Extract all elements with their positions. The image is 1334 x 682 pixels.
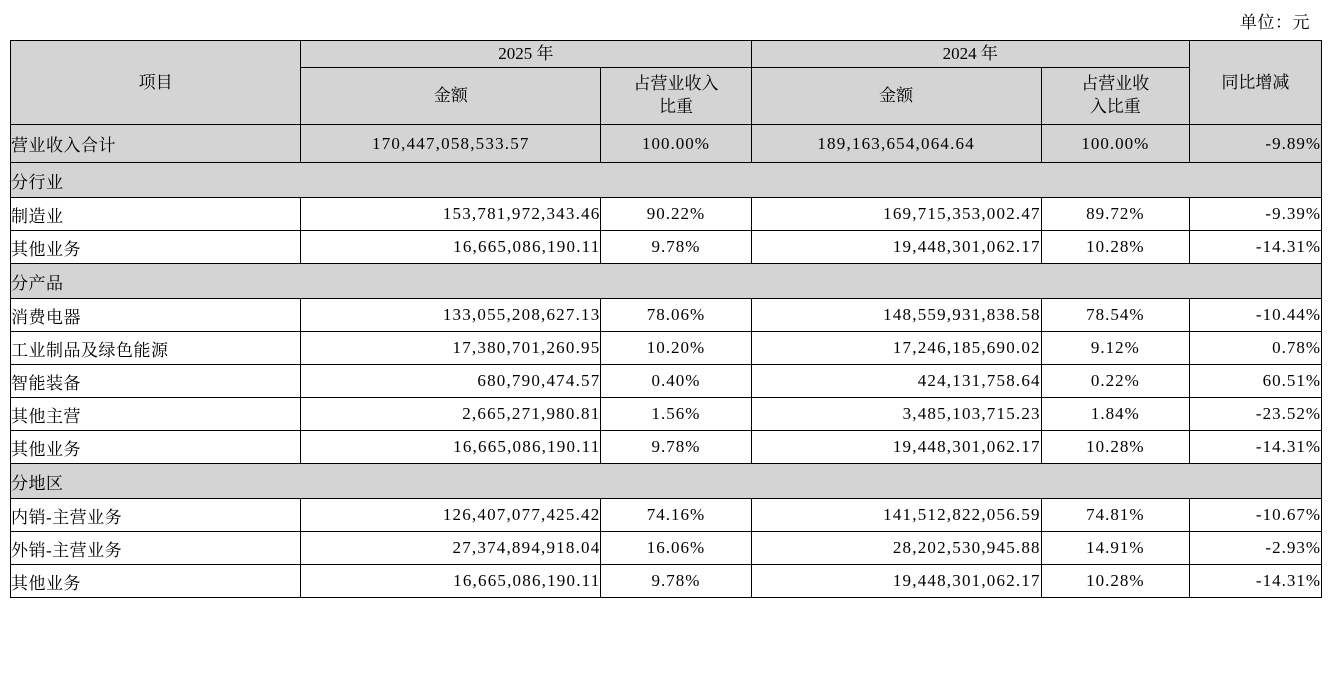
row-item-label: 工业制品及绿色能源 <box>11 332 301 365</box>
row-yoy: -23.52% <box>1189 398 1321 431</box>
row-yoy: -9.39% <box>1189 198 1321 231</box>
row-yoy: -10.67% <box>1189 499 1321 532</box>
row-amount-2025: 17,380,701,260.95 <box>301 332 601 365</box>
row-item-label: 其他业务 <box>11 565 301 598</box>
row-amount-2025: 2,665,271,980.81 <box>301 398 601 431</box>
row-amount-2025: 16,665,086,190.11 <box>301 231 601 264</box>
row-item-label: 营业收入合计 <box>11 125 301 163</box>
header-ratio-2025-line1: 占营业收入 <box>633 74 719 94</box>
table-row <box>11 565 1322 598</box>
row-item-label: 消费电器 <box>11 299 301 332</box>
row-ratio-2024: 10.28% <box>1041 565 1189 598</box>
row-item-label: 其他主营 <box>11 398 301 431</box>
row-ratio-2025: 0.40% <box>601 365 751 398</box>
row-amount-2025: 16,665,086,190.11 <box>301 565 601 598</box>
row-item-label: 其他业务 <box>11 431 301 464</box>
row-ratio-2024: 1.84% <box>1041 398 1189 431</box>
row-amount-2025: 133,055,208,627.13 <box>301 299 601 332</box>
row-ratio-2025: 90.22% <box>601 198 751 231</box>
table-body <box>11 125 1322 598</box>
row-amount-2025: 16,665,086,190.11 <box>301 431 601 464</box>
revenue-breakdown-table <box>10 40 1322 598</box>
row-amount-2024: 169,715,353,002.47 <box>751 198 1041 231</box>
row-item-label: 智能装备 <box>11 365 301 398</box>
row-ratio-2024: 78.54% <box>1041 299 1189 332</box>
row-yoy: -14.31% <box>1189 565 1321 598</box>
table-section-row <box>11 163 1322 198</box>
row-ratio-2024: 9.12% <box>1041 332 1189 365</box>
table-row <box>11 398 1322 431</box>
row-yoy: 60.51% <box>1189 365 1321 398</box>
table-row <box>11 332 1322 365</box>
row-yoy: -14.31% <box>1189 431 1321 464</box>
header-amount-2024: 金额 <box>751 68 1041 125</box>
row-ratio-2025: 10.20% <box>601 332 751 365</box>
row-ratio-2025: 16.06% <box>601 532 751 565</box>
row-item-label: 其他业务 <box>11 231 301 264</box>
table-row <box>11 365 1322 398</box>
row-ratio-2024: 100.00% <box>1041 125 1189 163</box>
row-yoy: -14.31% <box>1189 231 1321 264</box>
table-total-row <box>11 125 1322 163</box>
header-ratio-2024-line1: 占营业收 <box>1081 74 1150 94</box>
row-amount-2024: 17,246,185,690.02 <box>751 332 1041 365</box>
row-item-label: 外销-主营业务 <box>11 532 301 565</box>
row-amount-2024: 141,512,822,056.59 <box>751 499 1041 532</box>
row-amount-2025: 153,781,972,343.46 <box>301 198 601 231</box>
table-row <box>11 231 1322 264</box>
table-row <box>11 198 1322 231</box>
header-item: 项目 <box>11 41 301 125</box>
table-header <box>11 41 1322 125</box>
row-amount-2024: 148,559,931,838.58 <box>751 299 1041 332</box>
row-amount-2024: 189,163,654,064.64 <box>751 125 1041 163</box>
section-label: 分行业 <box>11 163 1322 198</box>
header-yoy: 同比增减 <box>1189 41 1321 125</box>
row-ratio-2024: 89.72% <box>1041 198 1189 231</box>
row-amount-2024: 3,485,103,715.23 <box>751 398 1041 431</box>
row-ratio-2024: 10.28% <box>1041 431 1189 464</box>
row-item-label: 制造业 <box>11 198 301 231</box>
row-amount-2024: 424,131,758.64 <box>751 365 1041 398</box>
header-ratio-2025-line2: 比重 <box>658 97 693 116</box>
header-ratio-2025 <box>601 68 751 125</box>
table-row <box>11 431 1322 464</box>
row-amount-2024: 19,448,301,062.17 <box>751 231 1041 264</box>
row-yoy: -9.89% <box>1189 125 1321 163</box>
row-ratio-2024: 14.91% <box>1041 532 1189 565</box>
row-amount-2024: 19,448,301,062.17 <box>751 565 1041 598</box>
header-row-years <box>11 41 1322 68</box>
row-ratio-2025: 74.16% <box>601 499 751 532</box>
header-ratio-2024-line2: 入比重 <box>1089 97 1141 116</box>
table-row <box>11 299 1322 332</box>
row-item-label: 内销-主营业务 <box>11 499 301 532</box>
row-ratio-2025: 9.78% <box>601 231 751 264</box>
row-yoy: -2.93% <box>1189 532 1321 565</box>
row-ratio-2024: 10.28% <box>1041 231 1189 264</box>
header-amount-2025: 金额 <box>301 68 601 125</box>
row-amount-2025: 126,407,077,425.42 <box>301 499 601 532</box>
row-ratio-2025: 100.00% <box>601 125 751 163</box>
table-row <box>11 499 1322 532</box>
row-amount-2025: 170,447,058,533.57 <box>301 125 601 163</box>
row-ratio-2025: 9.78% <box>601 565 751 598</box>
header-year-2025: 2025 年 <box>301 41 751 68</box>
row-amount-2024: 28,202,530,945.88 <box>751 532 1041 565</box>
table-section-row <box>11 464 1322 499</box>
header-year-2024: 2024 年 <box>751 41 1189 68</box>
row-amount-2024: 19,448,301,062.17 <box>751 431 1041 464</box>
row-yoy: -10.44% <box>1189 299 1321 332</box>
section-label: 分产品 <box>11 264 1322 299</box>
section-label: 分地区 <box>11 464 1322 499</box>
row-amount-2025: 680,790,474.57 <box>301 365 601 398</box>
row-ratio-2025: 1.56% <box>601 398 751 431</box>
row-ratio-2024: 0.22% <box>1041 365 1189 398</box>
row-amount-2025: 27,374,894,918.04 <box>301 532 601 565</box>
table-row <box>11 532 1322 565</box>
row-yoy: 0.78% <box>1189 332 1321 365</box>
header-ratio-2024 <box>1041 68 1189 125</box>
row-ratio-2025: 78.06% <box>601 299 751 332</box>
row-ratio-2025: 9.78% <box>601 431 751 464</box>
row-ratio-2024: 74.81% <box>1041 499 1189 532</box>
unit-note: 单位：元 <box>1240 13 1310 32</box>
table-section-row <box>11 264 1322 299</box>
